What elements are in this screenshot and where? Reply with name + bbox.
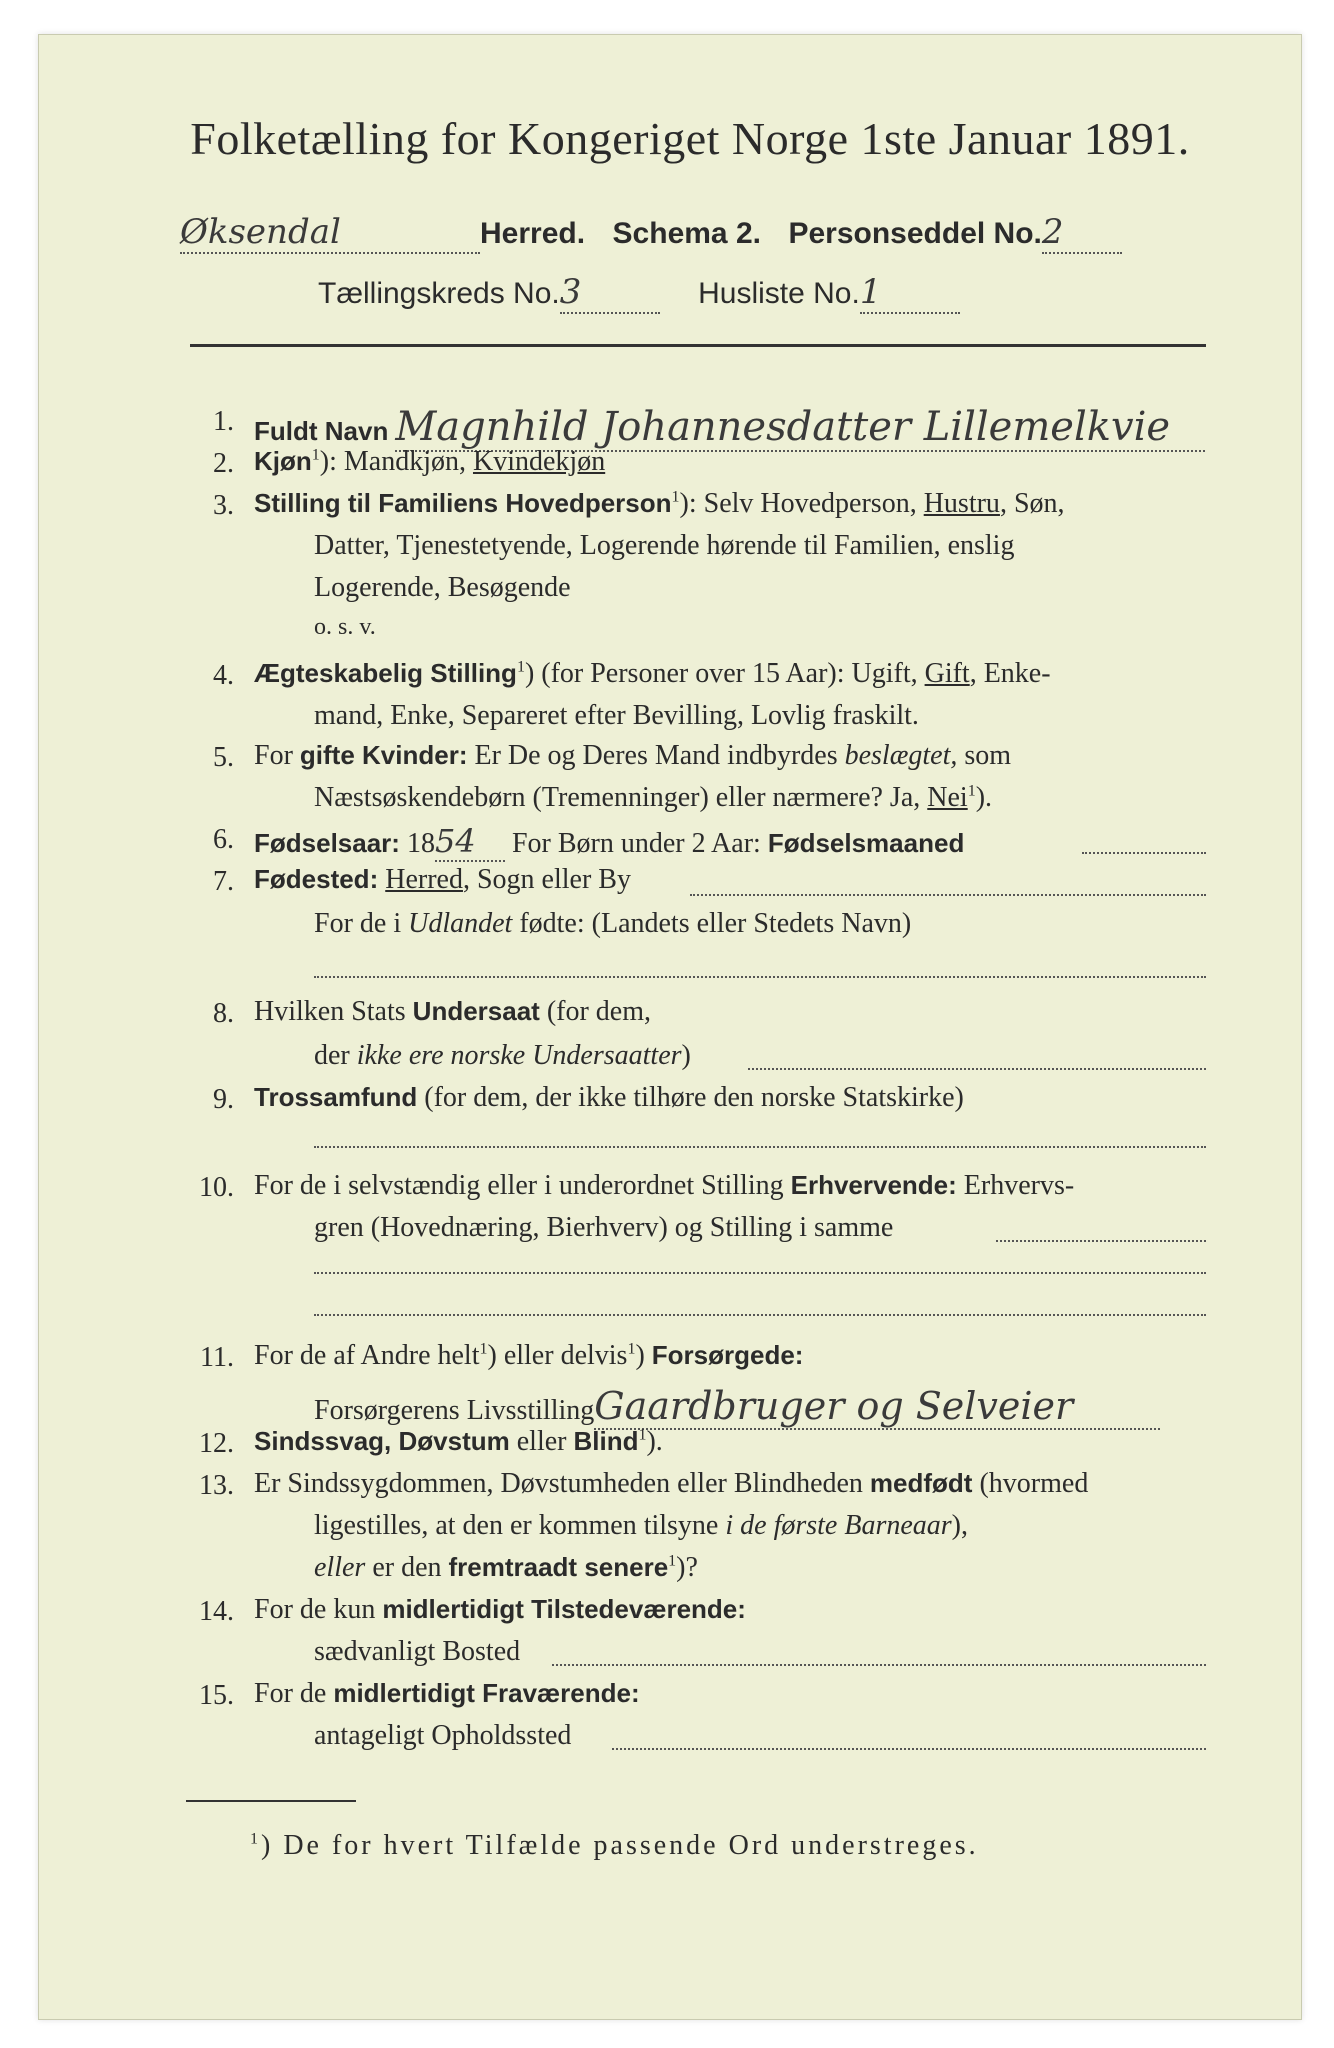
item-14-line-2: sædvanligt Bosted: [314, 1636, 521, 1667]
item-6-label: Fødselsaar:: [254, 828, 400, 858]
item-8-line-2: [314, 1040, 691, 1072]
item-6-blank: [1082, 852, 1206, 854]
item-11-line-2-text: Forsørgerens Livsstilling: [314, 1395, 595, 1426]
item-4-text: ) (for Personer over 15 Aar): Ugift,: [524, 658, 925, 689]
footnote-ref: 1: [311, 446, 320, 464]
item-8-number: 8.: [213, 998, 234, 1029]
item-3-number: 3.: [213, 490, 234, 521]
item-7-line-2-text: For de i: [314, 908, 409, 939]
item-1: [254, 404, 1205, 452]
item-12: [254, 1426, 663, 1458]
footnote-text: ) De for hvert Tilfælde passende Ord understreges.: [261, 1830, 979, 1861]
item-11-text: For de af Andre helt: [254, 1340, 480, 1371]
item-6-number: 6.: [213, 824, 234, 855]
item-7-choice: Herred: [385, 864, 463, 895]
item-5-choice: Nei: [927, 782, 968, 813]
item-7-line-1: [254, 864, 631, 896]
herred-value: Øksendal: [180, 212, 480, 254]
item-3-line-1: [254, 488, 1065, 520]
item-7-blank: [690, 894, 1206, 896]
item-10-label: Erhvervende:: [790, 1170, 957, 1200]
item-6: [254, 822, 964, 862]
item-7-label: Fødested:: [254, 864, 379, 894]
footnote-ref: 1: [638, 1426, 647, 1444]
item-4-label: Ægteskabelig Stilling: [254, 658, 517, 688]
item-5-line-2-text: Næstsøskendebørn (Tremenninger) eller nærmere? Ja,: [314, 782, 928, 813]
item-13-label: medfødt: [869, 1468, 973, 1498]
item-8-text-b: (for dem,: [539, 996, 652, 1027]
footnote-ref: 1: [668, 1552, 677, 1570]
item-8-text: Hvilken Stats: [254, 996, 413, 1027]
item-11-value: Gaardbruger og Selveier: [594, 1384, 1160, 1430]
item-9-label: Trossamfund: [254, 1082, 418, 1112]
item-6-text: For Børn under 2 Aar:: [504, 828, 768, 859]
item-10-text-b: Erhvervs-: [956, 1170, 1075, 1201]
header-line-kreds: [318, 272, 960, 314]
item-13-line-3-end: )?: [676, 1552, 698, 1583]
item-6-value: 54: [435, 822, 505, 862]
item-13-text-b: (hvormed: [972, 1468, 1089, 1499]
item-4-line-2: mand, Enke, Separeret efter Bevilling, Lovlig fraskilt.: [314, 700, 919, 731]
item-14-text: For de kun: [254, 1594, 383, 1625]
item-11-number: 11.: [200, 1342, 234, 1373]
item-5-text: Er De og Deres Mand indbyrdes: [467, 740, 845, 771]
item-13-text: Er Sindssygdommen, Døvstumheden eller Blindheden: [254, 1468, 870, 1499]
item-11-line-2: [314, 1384, 1160, 1430]
item-8-blank: [748, 1068, 1206, 1070]
item-9-number: 9.: [213, 1084, 234, 1115]
item-14-line-1: [254, 1594, 746, 1626]
footnote-mark: 1: [250, 1830, 261, 1848]
item-14-blank: [552, 1664, 1206, 1666]
item-10-number: 10.: [199, 1172, 234, 1203]
item-12-number: 12.: [199, 1428, 234, 1459]
item-5-line-2: [314, 782, 992, 814]
item-8-line-1: [254, 996, 651, 1028]
item-3-line-2: Datter, Tjenestetyende, Logerende hørende til Familien, enslig: [314, 530, 1015, 561]
item-2-text: ): Mandkjøn,: [319, 446, 473, 477]
item-8-italic: ikke ere norske Undersaatter: [356, 1040, 682, 1071]
header-rule: [190, 344, 1206, 347]
taellingskreds-label: Tællingskreds No.: [318, 277, 560, 310]
item-7-text: , Sogn eller By: [462, 864, 631, 895]
item-14-label: midlertidigt Tilstedeværende:: [382, 1594, 746, 1624]
item-15-line-1: [254, 1678, 640, 1710]
item-13-line-2-text: ligestilles, at den er kommen tilsyne: [314, 1510, 726, 1541]
item-1-label: Fuldt Navn: [254, 416, 389, 446]
item-3-label: Stilling til Familiens Hovedperson: [254, 488, 672, 518]
item-10-blank-2: [314, 1272, 1206, 1274]
item-12-label-2: Blind: [573, 1426, 639, 1456]
footnote-ref: 1: [627, 1340, 636, 1358]
item-13-line-3: [314, 1552, 698, 1584]
footnote-ref: 1: [516, 658, 525, 676]
header-line-herred: [180, 212, 1122, 254]
item-11-text-c: ): [635, 1340, 652, 1371]
item-10-blank: [996, 1240, 1206, 1242]
item-12-text: eller: [509, 1426, 574, 1457]
personseddel-value: 2: [1042, 212, 1122, 254]
item-13-label-2: fremtraadt senere: [448, 1552, 669, 1582]
item-4-text-b: , Enke-: [969, 658, 1051, 689]
item-4-choice: Gift: [924, 658, 970, 689]
item-15-line-2: antageligt Opholdssted: [314, 1720, 572, 1751]
item-4-line-1: [254, 658, 1051, 690]
footnote-ref: 1: [671, 488, 680, 506]
footnote: [250, 1830, 979, 1862]
item-15-number: 15.: [199, 1680, 234, 1711]
item-13-number: 13.: [199, 1470, 234, 1501]
item-7-blank-2: [314, 976, 1206, 978]
item-1-value: Magnhild Johannesdatter Lillemelkvie: [395, 404, 1205, 452]
item-9: [254, 1082, 964, 1114]
herred-label: Herred.: [480, 217, 586, 250]
item-3-text: ): Selv Hovedperson,: [679, 488, 924, 519]
item-15-blank: [612, 1748, 1206, 1750]
item-15-text: For de: [254, 1678, 334, 1709]
item-8-line-2-text: der: [314, 1040, 357, 1071]
item-11-label: Forsørgede:: [651, 1340, 804, 1370]
item-8-line-2-end: ): [681, 1040, 691, 1071]
item-7-line-2-end: fødte: (Landets eller Stedets Navn): [512, 908, 912, 939]
item-3-line-3: Logerende, Besøgende: [314, 572, 571, 603]
item-12-label: Sindssvag, Døvstum: [254, 1426, 510, 1456]
item-10-blank-3: [314, 1314, 1206, 1316]
item-9-text: (for dem, der ikke tilhøre den norske Statskirke): [417, 1082, 964, 1113]
item-2-choice: Kvindekjøn: [472, 446, 606, 477]
item-5-label: gifte Kvinder:: [299, 740, 468, 770]
taellingskreds-value: 3: [560, 272, 660, 314]
husliste-label: Husliste No.: [698, 277, 860, 310]
husliste-value: 1: [860, 272, 960, 314]
item-11-text-b: ) eller delvis: [487, 1340, 628, 1371]
item-5-pre: For: [254, 740, 300, 771]
item-7-italic: Udlandet: [408, 908, 513, 939]
item-5-number: 5.: [213, 742, 234, 773]
item-5-line-2-end: ).: [975, 782, 993, 813]
item-10-text: For de i selvstændig eller i underordnet Stilling: [254, 1170, 791, 1201]
footnote-ref: 1: [479, 1340, 488, 1358]
item-6-century: 18: [399, 828, 435, 859]
item-4-number: 4.: [213, 660, 234, 691]
item-9-blank: [314, 1146, 1206, 1148]
item-12-text-b: ).: [646, 1426, 663, 1457]
item-13-line-1: [254, 1468, 1088, 1500]
item-3-text-b: , Søn,: [999, 488, 1065, 519]
item-3-choice: Hustru: [923, 488, 1000, 519]
item-2-number: 2.: [213, 448, 234, 479]
item-2: [254, 446, 605, 478]
item-14-number: 14.: [199, 1596, 234, 1627]
item-13-line-2-end: ),: [951, 1510, 968, 1541]
item-15-label: midlertidigt Fraværende:: [333, 1678, 640, 1708]
item-3-line-4: o. s. v.: [314, 614, 376, 640]
item-11-line-1: [254, 1340, 803, 1372]
item-6-label-2: Fødselsmaaned: [767, 828, 965, 858]
item-5-line-1: [254, 740, 1011, 772]
item-5-italic: beslægtet,: [844, 740, 958, 771]
footnote-ref: 1: [967, 782, 976, 800]
item-7-line-2: [314, 908, 911, 940]
schema-label: Schema 2.: [612, 217, 761, 250]
item-8-label: Undersaat: [412, 996, 540, 1026]
item-10-line-1: [254, 1170, 1074, 1202]
item-13-italic: i de første Barneaar: [725, 1510, 952, 1541]
item-10-line-2: gren (Hovednæring, Bierhverv) og Stilling i samme: [314, 1212, 894, 1243]
item-13-line-2: [314, 1510, 968, 1542]
form-title: Folketælling for Kongeriget Norge 1ste Januar 1891.: [190, 113, 1190, 164]
personseddel-label: Personseddel No.: [788, 217, 1042, 250]
item-2-label: Kjøn: [254, 446, 312, 476]
item-7-number: 7.: [213, 866, 234, 897]
footnote-rule: [186, 1800, 356, 1802]
item-5-text-b: som: [957, 740, 1012, 771]
item-1-number: 1.: [213, 406, 234, 437]
item-13-line-3-text: er den: [365, 1552, 449, 1583]
item-13-line-3-italic: eller: [314, 1552, 366, 1583]
